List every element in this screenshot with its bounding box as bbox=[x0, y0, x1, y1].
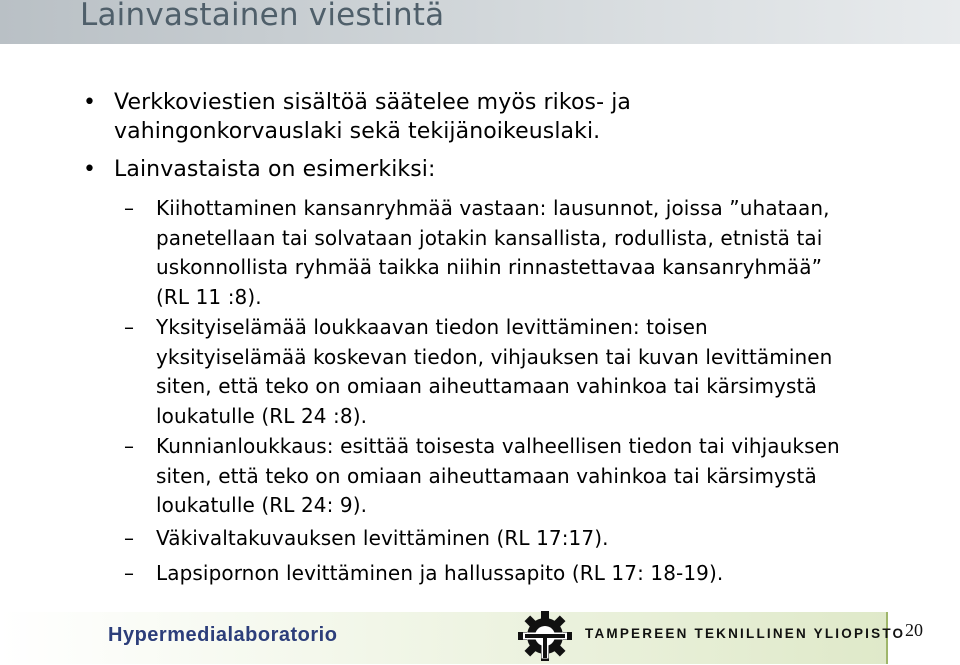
text-line: siten, että teko on omiaan aiheuttamaan vahinkoa tai kärsimystä bbox=[156, 463, 817, 488]
bullet-text bbox=[114, 155, 914, 184]
text-line: loukatulle (RL 24 :8). bbox=[156, 403, 368, 428]
dash-marker: – bbox=[124, 434, 134, 458]
text-line: siten, että teko on omiaan aiheuttamaan vahinkoa tai kärsimystä bbox=[156, 374, 817, 398]
title-bar bbox=[0, 0, 960, 44]
text-line: Väkivaltakuvauksen levittäminen (RL 17:17). bbox=[156, 526, 609, 550]
bullet-marker: • bbox=[83, 90, 96, 115]
university-name: TAMPEREEN TEKNILLINEN YLIOPISTO bbox=[585, 626, 906, 641]
text-line: loukatulle (RL 24: 9). bbox=[156, 493, 368, 517]
sub-item-text bbox=[156, 432, 916, 521]
dash-marker: – bbox=[124, 561, 134, 585]
text-line: Yksityiselämää loukkaavan tiedon levittäminen: toisen bbox=[156, 315, 708, 339]
sub-item-text bbox=[156, 524, 916, 554]
text-line: uskonnollista ryhmää taikka niihin rinnastettavaa kansanryhmää” bbox=[156, 255, 823, 279]
lab-name: Hypermedialaboratorio bbox=[108, 624, 338, 646]
sub-item-text bbox=[156, 313, 916, 431]
text-line: Kiihottaminen kansanryhmää vastaan: lausunnot, joissa ”uhataan, bbox=[156, 196, 830, 220]
page-number: 20 bbox=[905, 620, 923, 640]
bullet-text bbox=[114, 88, 914, 146]
text-line: panetellaan tai solvataan jotakin kansallista, rodullista, etnistä tai bbox=[156, 225, 823, 250]
dash-marker: – bbox=[124, 526, 134, 550]
text-line: Lainvastaista on esimerkiksi: bbox=[114, 157, 436, 182]
text-line: yksityiselämää koskevan tiedon, vihjauksen tai kuvan levittäminen bbox=[156, 344, 833, 369]
slide-title: Lainvastainen viestintä bbox=[80, 0, 445, 33]
sub-item-text bbox=[156, 559, 916, 589]
tut-gear-logo-icon bbox=[516, 610, 574, 662]
text-line: Kunnianloukkaus: esittää toisesta valheellisen tiedon tai vihjauksen bbox=[156, 434, 840, 458]
sub-item-text bbox=[156, 194, 916, 312]
text-line: Lapsipornon levittäminen ja hallussapito (RL 17: 18-19). bbox=[156, 561, 724, 585]
text-line: Verkkoviestien sisältöä säätelee myös rikos- ja bbox=[114, 90, 631, 115]
bullet-marker: • bbox=[83, 157, 96, 182]
text-line: vahingonkorvauslaki sekä tekijänoikeuslaki. bbox=[114, 119, 601, 144]
dash-marker: – bbox=[124, 315, 134, 339]
dash-marker: – bbox=[124, 196, 134, 220]
text-line: (RL 11 :8). bbox=[156, 284, 262, 309]
